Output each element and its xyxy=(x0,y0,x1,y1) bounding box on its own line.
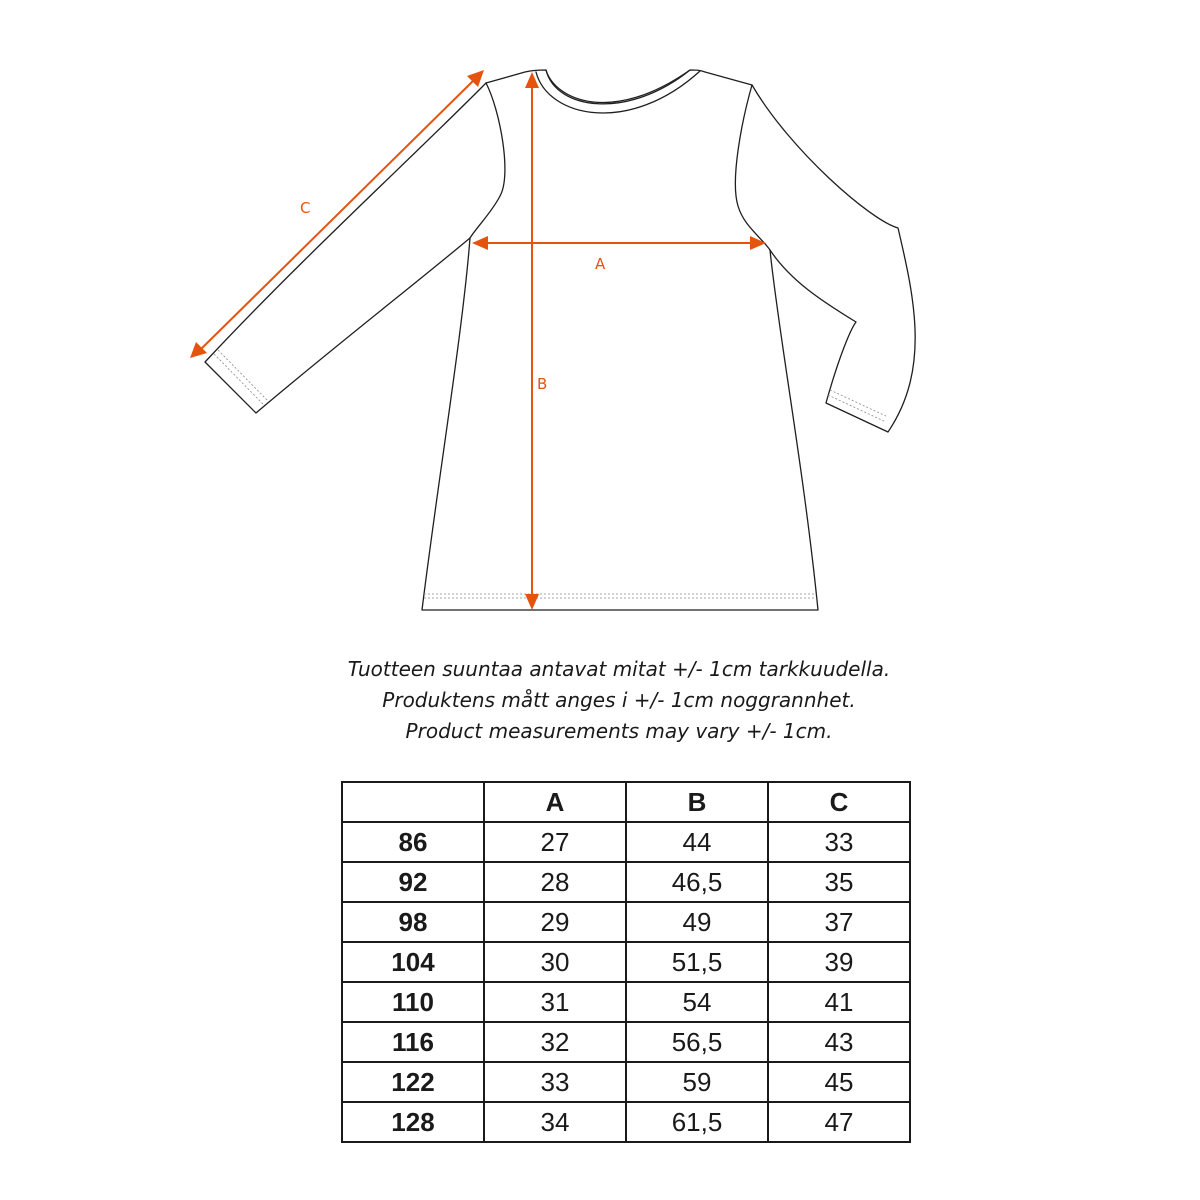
table-row xyxy=(342,862,910,902)
note-line-finnish: Tuotteen suuntaa antavat mitat +/- 1cm tarkkuudella. xyxy=(347,657,891,681)
size-cell: 110 xyxy=(342,982,484,1022)
size-cell: 98 xyxy=(342,902,484,942)
measure-b-cell: 61,5 xyxy=(626,1102,768,1142)
measure-b-cell: 51,5 xyxy=(626,942,768,982)
size-cell: 104 xyxy=(342,942,484,982)
measure-b-cell: 46,5 xyxy=(626,862,768,902)
header-corner-cell xyxy=(342,782,484,822)
size-cell: 116 xyxy=(342,1022,484,1062)
measure-b-cell: 44 xyxy=(626,822,768,862)
header-b: B xyxy=(626,782,768,822)
left-cuff-stitch xyxy=(214,350,267,404)
note-line-english: Product measurements may vary +/- 1cm. xyxy=(405,719,833,743)
measure-c-cell: 43 xyxy=(768,1022,910,1062)
right-cuff-stitch xyxy=(828,390,888,422)
measure-a-cell: 28 xyxy=(484,862,626,902)
measure-c-cell: 45 xyxy=(768,1062,910,1102)
hem-stitch xyxy=(424,594,816,598)
measure-c-cell: 37 xyxy=(768,902,910,942)
measure-a-arrow-left xyxy=(472,236,488,250)
measure-a-cell: 31 xyxy=(484,982,626,1022)
measure-b-cell: 54 xyxy=(626,982,768,1022)
header-c: C xyxy=(768,782,910,822)
measure-a-cell: 32 xyxy=(484,1022,626,1062)
measure-b-cell: 49 xyxy=(626,902,768,942)
table-row xyxy=(342,902,910,942)
table-row xyxy=(342,1062,910,1102)
size-cell: 128 xyxy=(342,1102,484,1142)
measure-a-cell: 34 xyxy=(484,1102,626,1142)
measure-a-arrow-right xyxy=(750,236,766,250)
size-cell: 122 xyxy=(342,1062,484,1102)
table-row xyxy=(342,1022,910,1062)
table-row xyxy=(342,1102,910,1142)
table-row xyxy=(342,822,910,862)
shirt-body-outline xyxy=(422,83,818,610)
measure-a-cell: 30 xyxy=(484,942,626,982)
note-line-swedish: Produktens mått anges i +/- 1cm noggrannhet. xyxy=(382,688,856,712)
measurement-tolerance-note xyxy=(0,654,1200,747)
measure-c-label: C xyxy=(300,199,311,217)
size-chart-table xyxy=(341,781,911,1143)
table-header-row xyxy=(342,782,910,822)
measure-c-cell: 47 xyxy=(768,1102,910,1142)
table-row xyxy=(342,942,910,982)
measure-b-label: B xyxy=(537,375,548,393)
header-a: A xyxy=(484,782,626,822)
measure-a-label: A xyxy=(595,255,606,273)
size-table-body xyxy=(342,822,910,1142)
right-sleeve-outline xyxy=(752,85,915,432)
size-cell: 92 xyxy=(342,862,484,902)
measure-c-cell: 39 xyxy=(768,942,910,982)
measure-b-arrow-bottom xyxy=(525,594,539,610)
table-row xyxy=(342,982,910,1022)
measure-b-cell: 56,5 xyxy=(626,1022,768,1062)
measure-b-cell: 59 xyxy=(626,1062,768,1102)
measure-c-line xyxy=(200,80,474,350)
measure-a-cell: 33 xyxy=(484,1062,626,1102)
measure-a-cell: 27 xyxy=(484,822,626,862)
measure-c-cell: 35 xyxy=(768,862,910,902)
size-cell: 86 xyxy=(342,822,484,862)
measure-c-cell: 41 xyxy=(768,982,910,1022)
left-sleeve-outline xyxy=(205,83,486,413)
measure-a-cell: 29 xyxy=(484,902,626,942)
measure-c-cell: 33 xyxy=(768,822,910,862)
